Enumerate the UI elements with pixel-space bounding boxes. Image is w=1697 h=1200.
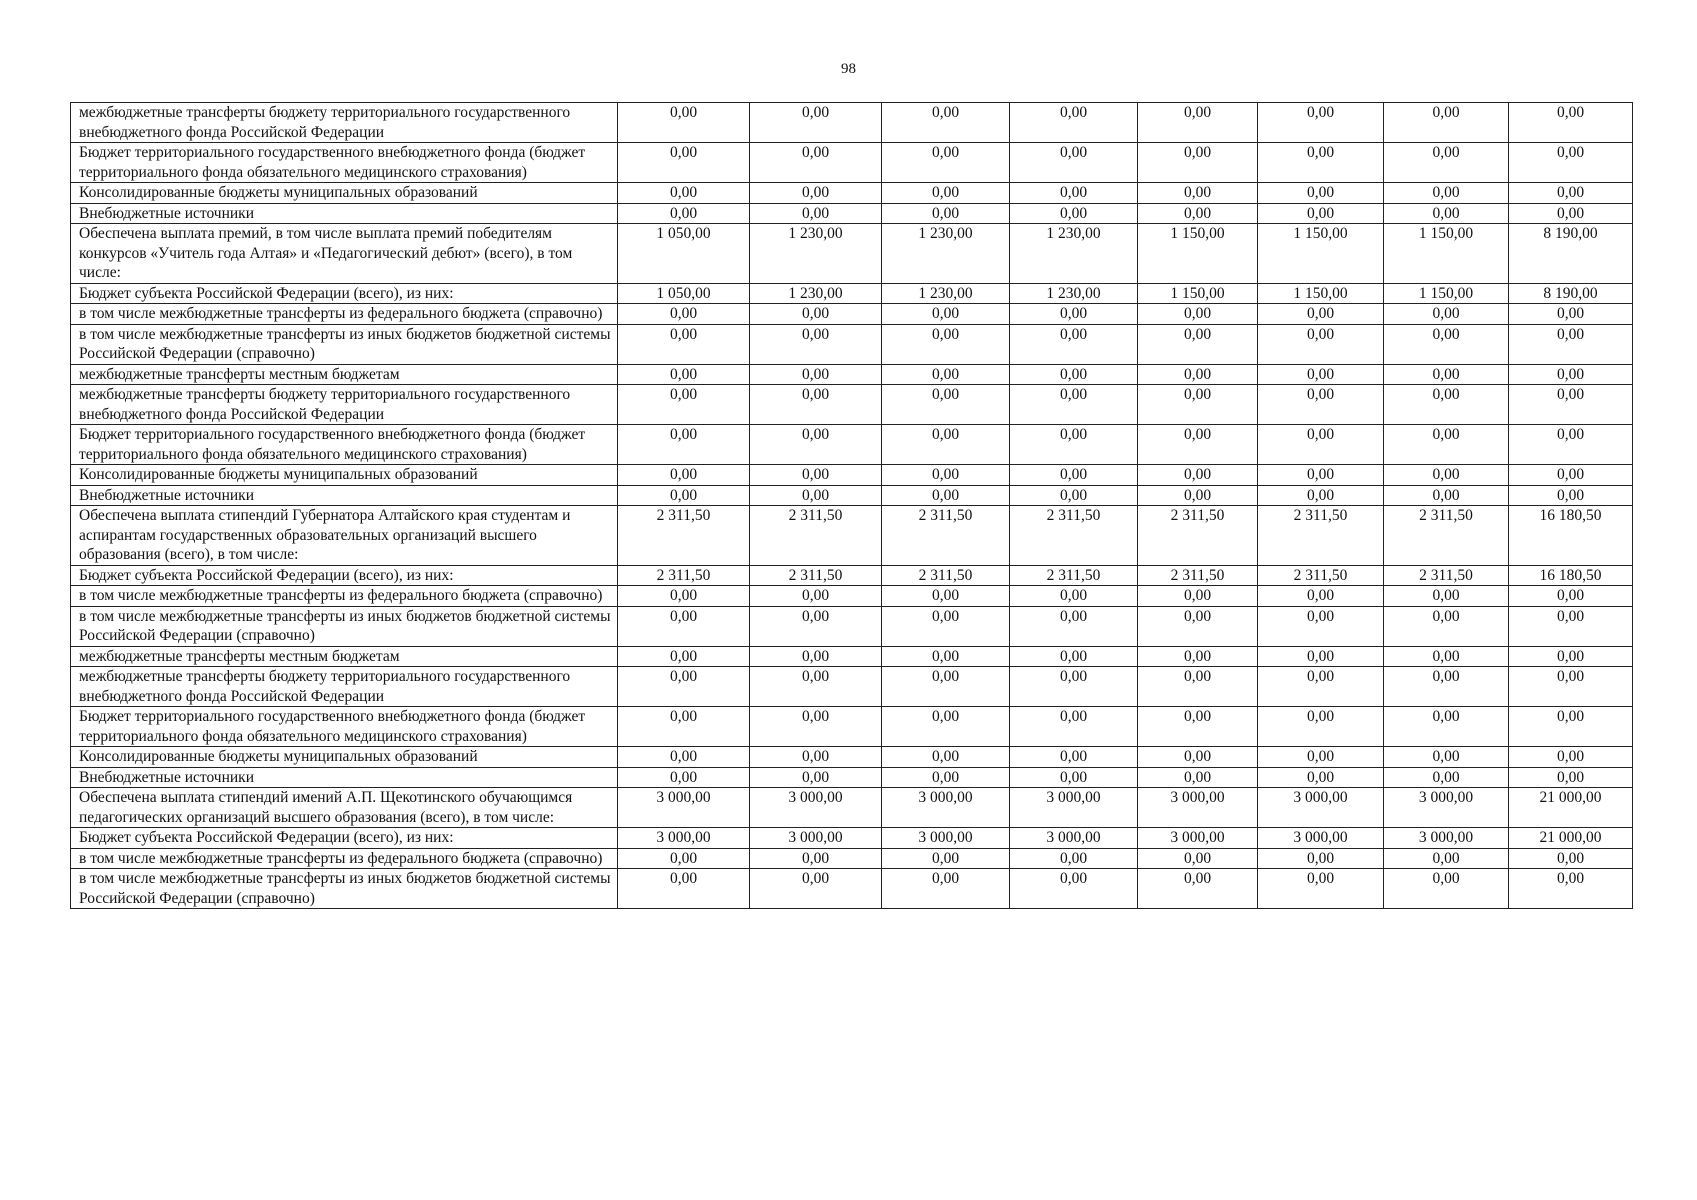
value-cell: 0,00 [750,425,882,465]
value-cell: 0,00 [750,485,882,506]
row-label: Консолидированные бюджеты муниципальных образований [71,183,618,204]
value-cell: 21 000,00 [1509,828,1633,849]
value-cell: 0,00 [882,304,1010,325]
value-cell: 1 150,00 [1384,224,1509,284]
value-cell: 0,00 [1509,364,1633,385]
value-cell: 0,00 [1384,848,1509,869]
value-cell: 0,00 [1509,183,1633,204]
table-row [71,465,1633,486]
table-row [71,224,1633,284]
value-cell: 0,00 [750,385,882,425]
value-cell: 0,00 [1384,869,1509,909]
value-cell: 0,00 [1138,646,1258,667]
value-cell: 2 311,50 [750,506,882,566]
value-cell: 0,00 [882,646,1010,667]
value-cell: 0,00 [1384,747,1509,768]
value-cell: 0,00 [1384,485,1509,506]
value-cell: 0,00 [1258,667,1384,707]
value-cell: 0,00 [1384,385,1509,425]
value-cell: 1 230,00 [1010,224,1138,284]
value-cell: 3 000,00 [882,828,1010,849]
row-label: в том числе межбюджетные трансферты из федерального бюджета (справочно) [71,848,618,869]
value-cell: 1 150,00 [1138,283,1258,304]
budget-table [70,102,1633,909]
value-cell: 0,00 [750,667,882,707]
value-cell: 0,00 [1258,103,1384,143]
page-number: 98 [841,61,856,77]
value-cell: 0,00 [1384,143,1509,183]
value-cell: 0,00 [1258,324,1384,364]
value-cell: 16 180,50 [1509,506,1633,566]
value-cell: 1 230,00 [1010,283,1138,304]
value-cell: 0,00 [1258,183,1384,204]
value-cell: 0,00 [1010,304,1138,325]
table-row [71,565,1633,586]
row-label: в том числе межбюджетные трансферты из федерального бюджета (справочно) [71,304,618,325]
value-cell: 3 000,00 [1010,788,1138,828]
table-row [71,606,1633,646]
row-label: Внебюджетные источники [71,767,618,788]
value-cell: 0,00 [1010,747,1138,768]
row-label: в том числе межбюджетные трансферты из федерального бюджета (справочно) [71,586,618,607]
value-cell: 0,00 [1258,203,1384,224]
value-cell: 3 000,00 [882,788,1010,828]
value-cell: 0,00 [750,465,882,486]
value-cell: 0,00 [1258,485,1384,506]
value-cell: 2 311,50 [1384,565,1509,586]
value-cell: 2 311,50 [1384,506,1509,566]
value-cell: 0,00 [1509,747,1633,768]
value-cell: 0,00 [1138,667,1258,707]
value-cell: 0,00 [1138,143,1258,183]
value-cell: 1 230,00 [882,224,1010,284]
table-row [71,425,1633,465]
value-cell: 0,00 [1384,767,1509,788]
value-cell: 0,00 [750,707,882,747]
value-cell: 0,00 [1258,586,1384,607]
value-cell: 0,00 [1010,425,1138,465]
value-cell: 0,00 [1010,667,1138,707]
row-label: Консолидированные бюджеты муниципальных образований [71,465,618,486]
value-cell: 0,00 [1384,304,1509,325]
value-cell: 0,00 [1384,646,1509,667]
row-label: Бюджет территориального государственного внебюджетного фонда (бюджет территориального фонда обязательного медицинского страхования) [71,425,618,465]
row-label: Обеспечена выплата премий, в том числе выплата премий победителям конкурсов «Учитель года Алтая» и «Педагогический дебют» (всего), в том числе: [71,224,618,284]
value-cell: 1 230,00 [750,283,882,304]
value-cell: 2 311,50 [1138,565,1258,586]
value-cell: 0,00 [750,364,882,385]
row-label: Обеспечена выплата стипендий имений А.П. Щекотинского обучающимся педагогических организаций высшего образования (всего), в том числе: [71,788,618,828]
value-cell: 0,00 [882,848,1010,869]
value-cell: 0,00 [1010,143,1138,183]
row-label: Бюджет субъекта Российской Федерации (всего), из них: [71,828,618,849]
value-cell: 0,00 [618,586,750,607]
value-cell: 0,00 [1258,747,1384,768]
value-cell: 0,00 [1138,465,1258,486]
value-cell: 0,00 [618,103,750,143]
table-row [71,707,1633,747]
value-cell: 2 311,50 [750,565,882,586]
value-cell: 0,00 [1138,324,1258,364]
value-cell: 0,00 [1258,304,1384,325]
row-label: Внебюджетные источники [71,485,618,506]
value-cell: 3 000,00 [1010,828,1138,849]
value-cell: 0,00 [1258,425,1384,465]
value-cell: 0,00 [750,869,882,909]
value-cell: 0,00 [1258,767,1384,788]
row-label: в том числе межбюджетные трансферты из иных бюджетов бюджетной системы Российской Федерации (справочно) [71,606,618,646]
value-cell: 0,00 [1010,203,1138,224]
value-cell: 0,00 [1509,304,1633,325]
value-cell: 0,00 [618,304,750,325]
row-label: Бюджет территориального государственного внебюджетного фонда (бюджет территориального фонда обязательного медицинского страхования) [71,143,618,183]
value-cell: 0,00 [1509,465,1633,486]
value-cell: 0,00 [750,586,882,607]
value-cell: 0,00 [750,143,882,183]
value-cell: 0,00 [1138,606,1258,646]
table-row [71,848,1633,869]
table-row [71,103,1633,143]
value-cell: 0,00 [1509,667,1633,707]
value-cell: 0,00 [1384,667,1509,707]
table-row [71,143,1633,183]
value-cell: 0,00 [1010,485,1138,506]
value-cell: 0,00 [618,425,750,465]
value-cell: 0,00 [1010,364,1138,385]
value-cell: 0,00 [618,707,750,747]
value-cell: 2 311,50 [1258,565,1384,586]
value-cell: 2 311,50 [618,565,750,586]
row-label: межбюджетные трансферты бюджету территориального государственного внебюджетного фонда Российской Федерации [71,385,618,425]
row-label: в том числе межбюджетные трансферты из иных бюджетов бюджетной системы Российской Федерации (справочно) [71,324,618,364]
value-cell: 0,00 [1384,707,1509,747]
table-row [71,586,1633,607]
value-cell: 2 311,50 [1010,565,1138,586]
value-cell: 0,00 [882,667,1010,707]
value-cell: 2 311,50 [618,506,750,566]
value-cell: 0,00 [618,203,750,224]
value-cell: 0,00 [750,606,882,646]
value-cell: 0,00 [1509,143,1633,183]
value-cell: 0,00 [750,324,882,364]
value-cell: 0,00 [750,646,882,667]
value-cell: 0,00 [1138,425,1258,465]
value-cell: 0,00 [882,606,1010,646]
value-cell: 0,00 [1138,304,1258,325]
value-cell: 0,00 [618,767,750,788]
value-cell: 0,00 [750,848,882,869]
value-cell: 0,00 [1010,103,1138,143]
value-cell: 0,00 [882,203,1010,224]
table-row [71,506,1633,566]
value-cell: 0,00 [1384,465,1509,486]
value-cell: 0,00 [1258,707,1384,747]
value-cell: 0,00 [1138,869,1258,909]
value-cell: 3 000,00 [1384,788,1509,828]
value-cell: 0,00 [750,304,882,325]
value-cell: 3 000,00 [1384,828,1509,849]
value-cell: 0,00 [1010,767,1138,788]
value-cell: 0,00 [750,203,882,224]
value-cell: 0,00 [1010,324,1138,364]
table-row [71,788,1633,828]
value-cell: 0,00 [1509,203,1633,224]
value-cell: 0,00 [882,465,1010,486]
value-cell: 0,00 [882,767,1010,788]
value-cell: 0,00 [882,747,1010,768]
value-cell: 0,00 [1138,203,1258,224]
value-cell: 3 000,00 [1138,788,1258,828]
table-row [71,304,1633,325]
row-label: Внебюджетные источники [71,203,618,224]
table-row [71,324,1633,364]
value-cell: 0,00 [1509,606,1633,646]
table-row [71,203,1633,224]
table-row [71,646,1633,667]
value-cell: 0,00 [1138,485,1258,506]
value-cell: 0,00 [618,324,750,364]
value-cell: 0,00 [1138,848,1258,869]
value-cell: 0,00 [750,767,882,788]
value-cell: 0,00 [1509,103,1633,143]
value-cell: 0,00 [618,747,750,768]
value-cell: 0,00 [1509,848,1633,869]
value-cell: 0,00 [1509,869,1633,909]
value-cell: 2 311,50 [882,506,1010,566]
value-cell: 2 311,50 [1010,506,1138,566]
value-cell: 1 050,00 [618,283,750,304]
value-cell: 1 230,00 [750,224,882,284]
value-cell: 0,00 [1509,425,1633,465]
value-cell: 2 311,50 [1138,506,1258,566]
value-cell: 1 150,00 [1258,224,1384,284]
table-row [71,385,1633,425]
table-row [71,869,1633,909]
value-cell: 0,00 [1138,747,1258,768]
value-cell: 1 150,00 [1138,224,1258,284]
row-label: Бюджет территориального государственного внебюджетного фонда (бюджет территориального фонда обязательного медицинского страхования) [71,707,618,747]
value-cell: 0,00 [750,183,882,204]
value-cell: 0,00 [618,667,750,707]
value-cell: 3 000,00 [1138,828,1258,849]
value-cell: 0,00 [1010,606,1138,646]
value-cell: 0,00 [1509,385,1633,425]
value-cell: 0,00 [750,103,882,143]
value-cell: 0,00 [750,747,882,768]
value-cell: 0,00 [1010,183,1138,204]
value-cell: 1 150,00 [1384,283,1509,304]
value-cell: 0,00 [1138,103,1258,143]
value-cell: 0,00 [618,385,750,425]
value-cell: 0,00 [1258,869,1384,909]
table-body [71,103,1633,909]
row-label: межбюджетные трансферты бюджету территориального государственного внебюджетного фонда Российской Федерации [71,103,618,143]
value-cell: 0,00 [1509,646,1633,667]
value-cell: 1 230,00 [882,283,1010,304]
value-cell: 0,00 [1258,646,1384,667]
value-cell: 0,00 [882,143,1010,183]
value-cell: 0,00 [1138,364,1258,385]
value-cell: 3 000,00 [618,788,750,828]
value-cell: 0,00 [882,103,1010,143]
value-cell: 0,00 [1258,848,1384,869]
value-cell: 0,00 [1384,324,1509,364]
value-cell: 0,00 [1384,586,1509,607]
row-label: межбюджетные трансферты местным бюджетам [71,646,618,667]
value-cell: 0,00 [1384,606,1509,646]
table-row [71,364,1633,385]
value-cell: 1 050,00 [618,224,750,284]
value-cell: 0,00 [882,485,1010,506]
value-cell: 0,00 [1010,707,1138,747]
value-cell: 0,00 [1138,707,1258,747]
value-cell: 0,00 [1010,848,1138,869]
value-cell: 0,00 [882,707,1010,747]
value-cell: 0,00 [1138,183,1258,204]
value-cell: 0,00 [618,606,750,646]
row-label: Бюджет субъекта Российской Федерации (всего), из них: [71,283,618,304]
value-cell: 0,00 [1509,324,1633,364]
value-cell: 0,00 [1258,143,1384,183]
value-cell: 16 180,50 [1509,565,1633,586]
value-cell: 0,00 [882,183,1010,204]
value-cell: 0,00 [882,425,1010,465]
value-cell: 0,00 [1258,364,1384,385]
value-cell: 0,00 [618,183,750,204]
table-row [71,485,1633,506]
value-cell: 0,00 [882,364,1010,385]
value-cell: 0,00 [882,869,1010,909]
table-row [71,667,1633,707]
value-cell: 0,00 [618,143,750,183]
value-cell: 0,00 [1384,364,1509,385]
value-cell: 0,00 [1384,203,1509,224]
value-cell: 0,00 [618,869,750,909]
value-cell: 0,00 [1138,385,1258,425]
value-cell: 0,00 [1010,646,1138,667]
table-row [71,183,1633,204]
value-cell: 0,00 [882,586,1010,607]
value-cell: 0,00 [1509,767,1633,788]
value-cell: 3 000,00 [618,828,750,849]
value-cell: 0,00 [1509,586,1633,607]
row-label: межбюджетные трансферты местным бюджетам [71,364,618,385]
value-cell: 0,00 [1509,485,1633,506]
value-cell: 3 000,00 [1258,828,1384,849]
value-cell: 0,00 [1010,385,1138,425]
value-cell: 0,00 [1258,606,1384,646]
value-cell: 3 000,00 [750,788,882,828]
value-cell: 0,00 [882,385,1010,425]
value-cell: 0,00 [1384,103,1509,143]
value-cell: 0,00 [1010,465,1138,486]
value-cell: 0,00 [618,465,750,486]
value-cell: 0,00 [618,848,750,869]
value-cell: 2 311,50 [882,565,1010,586]
row-label: Обеспечена выплата стипендий Губернатора Алтайского края студентам и аспирантам государственных образовательных организаций высшего образования (всего), в том числе: [71,506,618,566]
value-cell: 0,00 [1384,425,1509,465]
value-cell: 0,00 [1258,385,1384,425]
value-cell: 3 000,00 [1258,788,1384,828]
table-row [71,828,1633,849]
value-cell: 0,00 [1138,586,1258,607]
value-cell: 0,00 [1509,707,1633,747]
value-cell: 0,00 [1384,183,1509,204]
value-cell: 0,00 [618,364,750,385]
value-cell: 8 190,00 [1509,224,1633,284]
table-row [71,283,1633,304]
value-cell: 0,00 [882,324,1010,364]
value-cell: 0,00 [1010,869,1138,909]
table-row [71,767,1633,788]
value-cell: 0,00 [1258,465,1384,486]
value-cell: 3 000,00 [750,828,882,849]
row-label: межбюджетные трансферты бюджету территориального государственного внебюджетного фонда Российской Федерации [71,667,618,707]
value-cell: 8 190,00 [1509,283,1633,304]
value-cell: 0,00 [1010,586,1138,607]
row-label: в том числе межбюджетные трансферты из иных бюджетов бюджетной системы Российской Федерации (справочно) [71,869,618,909]
row-label: Бюджет субъекта Российской Федерации (всего), из них: [71,565,618,586]
value-cell: 2 311,50 [1258,506,1384,566]
value-cell: 1 150,00 [1258,283,1384,304]
value-cell: 0,00 [1138,767,1258,788]
row-label: Консолидированные бюджеты муниципальных образований [71,747,618,768]
value-cell: 21 000,00 [1509,788,1633,828]
value-cell: 0,00 [618,646,750,667]
value-cell: 0,00 [618,485,750,506]
table-row [71,747,1633,768]
